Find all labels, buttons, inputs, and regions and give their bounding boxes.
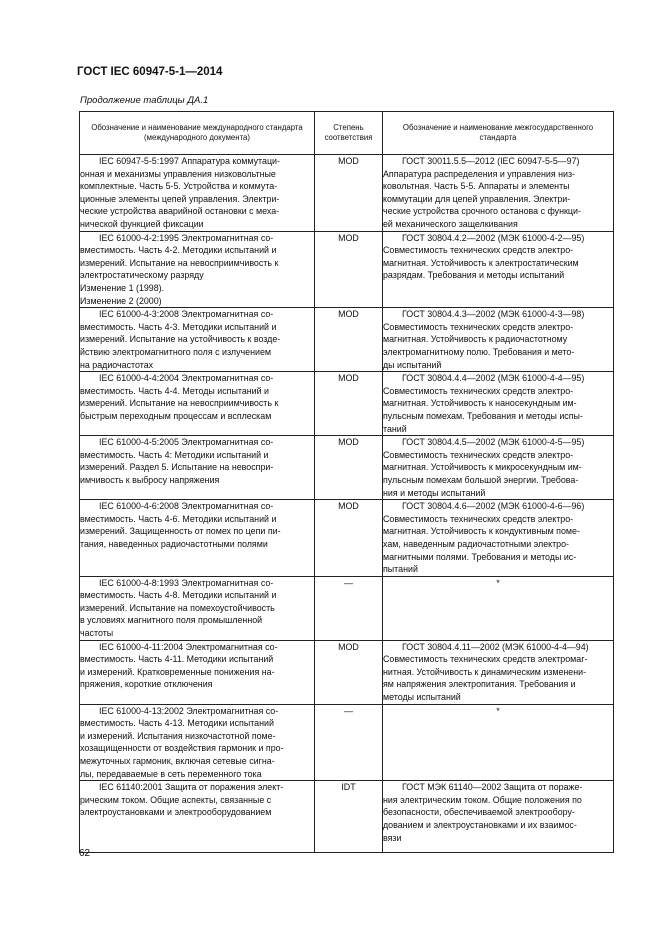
correspondence-degree-cell: MOD [315,436,383,500]
footnote-marker: * [496,577,500,588]
international-standard-cell [80,576,315,640]
international-standard-cell [80,704,315,781]
table-row [80,576,614,640]
table-row [80,308,614,372]
international-standard-line: IEC 61000-4-13:2002 Электромагнитная со- [99,705,279,716]
international-standard-cell [80,231,315,308]
national-standard-cell [383,231,614,308]
correspondence-degree-cell: MOD [315,155,383,232]
international-standard-cell [80,155,315,232]
national-standard-line: Аппаратура распределения и управления низ- [383,168,576,179]
national-standard-line: ния и методы испытаний [383,487,486,498]
international-standard-line: IEC 60947-5-5:1997 Аппаратура коммутаци- [99,156,280,166]
national-standard-line: Совместимость технических средств электро- [383,385,574,396]
correspondence-degree-cell: MOD [315,231,383,308]
correspondence-degree-cell: — [315,704,383,781]
international-standard-line: IEC 61000-4-3:2008 Электромагнитная со- [99,309,274,320]
international-standard-line: измерений. Испытание на устойчивость к возде- [80,334,281,345]
international-standard-line: вместимость. Часть 4-3. Методики испытаний и [80,321,277,332]
table-row [80,436,614,500]
international-standard-line: вместимость. Часть 4-11. Методики испытаний [80,654,274,665]
national-standard-line: пульсным помехам большой энергии. Требова- [383,474,579,485]
correspondence-degree-cell: MOD [315,372,383,436]
international-standard-line: пряжения, короткие отключения [80,679,213,690]
column-header-degree: Степень соответствия [315,112,383,155]
international-standard-cell [80,640,315,704]
national-standard-line: ГОСТ 30804.4.6—2002 (МЭК 61000-4-6—96) [402,501,585,512]
table-row [80,231,614,308]
national-standard-line: магнитная. Устойчивость к микросекундным им- [383,462,582,473]
international-standard-line: хозащищенности от воздействия гармоник и про- [80,743,284,754]
national-standard-line: Совместимость технических средств электро- [383,321,574,332]
international-standard-line: электроустановками и электрооборудованием [80,807,272,818]
international-standard-line: измерений. Раздел 5. Испытание на невоспри- [80,462,274,473]
national-standard-line: безопасности, обеспечиваемой электрообору- [383,807,575,818]
national-standard-line: ческие устройства срочного останова с функци- [383,206,581,217]
table-row [80,155,614,232]
table-caption: Продолжение таблицы ДА.1 [80,95,209,106]
national-standard-line: магнитная. Устойчивость к радиочастотному [383,334,568,345]
international-standard-line: Изменение 2 (2000) [80,295,162,306]
international-standard-line: измерений. Испытание на невосприимчивость к [80,398,279,409]
international-standard-line: IEC 61000-4-6:2008 Электромагнитная со- [99,501,274,512]
international-standard-line: вместимость. Часть 4-8. Методики испытаний и [80,590,277,601]
international-standard-line: йствию электромагнитного поля с излучением [80,346,271,357]
column-header-national: Обозначение и наименование межгосударственного стандарта [383,112,614,155]
national-standard-line: хам, наведенным радиочастотными электро- [383,538,570,549]
national-standard-line: магнитная. Устойчивость к электростатическим [383,257,579,268]
correspondence-degree-cell: MOD [315,500,383,577]
table-row [80,372,614,436]
national-standard-cell [383,640,614,704]
international-standard-line: вместимость. Часть 4: Методики испытаний и [80,449,269,460]
international-standard-line: нической функцией фиксации [80,218,204,229]
international-standard-line: ческие устройства аварийной остановки с меха- [80,206,280,217]
national-standard-line: пытаний [383,564,418,575]
column-header-international: Обозначение и наименование международного стандарта (международного документа) [80,112,315,155]
national-standard-line: ей механического защелкивания [383,218,518,229]
table-row [80,500,614,577]
international-standard-line: Изменение 1 (1998). [80,282,165,293]
national-standard-line: Совместимость технических средств электромаг- [383,654,588,665]
national-standard-cell [383,308,614,372]
international-standard-cell [80,372,315,436]
international-standard-line: в условиях магнитного поля промышленной [80,615,263,626]
national-standard-cell [383,436,614,500]
national-standard-line: магнитными полями. Требования и методы ис- [383,551,577,562]
national-standard-line: магнитная. Устойчивость к наносекундным им- [383,398,577,409]
national-standard-cell [383,500,614,577]
international-standard-cell [80,781,315,853]
table-row [80,640,614,704]
correspondence-degree-cell: MOD [315,308,383,372]
national-standard-line: пульсным помехам. Требования и методы испы- [383,410,583,421]
national-standard-line: коммутации для цепей управления. Электри- [383,193,571,204]
national-standard-cell [383,704,614,781]
international-standard-line: IEC 61000-4-5:2005 Электромагнитная со- [99,437,274,448]
national-standard-line: Совместимость технических средств электро- [383,513,574,524]
correspondence-degree-cell: — [315,576,383,640]
correspondence-table [79,111,614,853]
table-body [80,155,614,853]
national-standard-line: ГОСТ 30804.4.4—2002 (МЭК 61000-4-4—95) [402,373,585,384]
national-standard-line: таний [383,423,407,434]
international-standard-cell [80,308,315,372]
international-standard-line: имчивость к выбросу напряжения [80,474,220,485]
national-standard-line: методы испытаний [383,692,461,703]
international-standard-line: и измерений. Кратковременные понижения на- [80,666,275,677]
international-standard-line: ционные элементы цепей управления. Электри- [80,193,280,204]
national-standard-line: электромагнитному полю. Требования и мето- [383,346,575,357]
correspondence-degree-cell: IDT [315,781,383,853]
national-standard-cell [383,372,614,436]
international-standard-line: IEC 61000-4-2:1995 Электромагнитная со- [99,232,274,243]
international-standard-line: измерений. Испытание на помехоустойчивость [80,602,275,613]
international-standard-line: электростатическому разряду [80,270,204,281]
footnote-marker: * [496,705,500,716]
national-standard-line: ния электрическим током. Общие положения по [383,794,582,805]
national-standard-line: Совместимость технических средств электро- [383,245,574,256]
international-standard-line: измерений. Испытание на невосприимчивость к [80,257,279,268]
table-row [80,704,614,781]
national-standard-line: ям напряжения электропитания. Требования и [383,679,576,690]
international-standard-line: IEC 61000-4-11:2004 Электромагнитная со- [99,641,278,652]
international-standard-line: вместимость. Часть 4-6. Методики испытаний и [80,513,277,524]
national-standard-line: вязи [383,832,402,843]
national-standard-line: магнитная. Устойчивость к кондуктивным поме- [383,526,580,537]
national-standard-cell [383,576,614,640]
national-standard-line: ГОСТ 30804.4.11—2002 (МЭК 61000-4-4—94) [402,641,589,652]
international-standard-line: рическим током. Общие аспекты, связанные с [80,794,272,805]
international-standard-line: межуточных гармоник, включая сетевые сигна- [80,756,275,767]
page-number: 62 [79,848,91,859]
international-standard-line: комплектные. Часть 5-5. Устройства и коммута- [80,181,278,192]
national-standard-line: ГОСТ 30804.4.2—2002 (МЭК 61000-4-2—95) [402,232,585,243]
international-standard-line: на радиочастотах [80,359,154,370]
international-standard-line: вместимость. Часть 4-4. Методы испытаний и [80,385,269,396]
international-standard-cell [80,500,315,577]
international-standard-line: IEC 61000-4-4:2004 Электромагнитная со- [99,373,274,384]
national-standard-line: нитная. Устойчивость к динамическим изменени- [383,666,587,677]
international-standard-line: быстрым переходным процессам и всплескам [80,410,272,421]
national-standard-cell [383,155,614,232]
international-standard-line: IEC 61000-4-8:1993 Электромагнитная со- [99,577,274,588]
national-standard-line: ГОСТ 30011.5.5—2012 (IEC 60947-5-5—97) [402,156,580,166]
international-standard-line: онная и механизмы управления низковольтные [80,168,276,179]
international-standard-line: вместимость. Часть 4-13. Методики испытаний [80,718,274,729]
international-standard-line: вместимость. Часть 4-2. Методики испытаний и [80,245,277,256]
international-standard-line: частоты [80,628,114,639]
national-standard-line: дованием и электроустановками и их взаимос- [383,820,577,831]
national-standard-line: ГОСТ 30804.4.5—2002 (МЭК 61000-4-5—95) [402,437,585,448]
international-standard-line: лы, передаваемые в сеть переменного тока [80,768,262,779]
international-standard-cell [80,436,315,500]
correspondence-degree-cell: MOD [315,640,383,704]
international-standard-line: и измерений. Испытания низкочастотной поме- [80,730,276,741]
document-header: ГОСТ IEC 60947-5-1—2014 [77,66,223,78]
table-row [80,781,614,853]
international-standard-line: IEC 61140:2001 Защита от поражения элект- [99,782,284,793]
national-standard-line: ковольтная. Часть 5-5. Аппараты и элементы [383,181,570,192]
national-standard-line: ГОСТ 30804.4.3—2002 (МЭК 61000-4-3—98) [402,309,585,320]
international-standard-line: тания, наведенных радиочастотными полями [80,538,268,549]
national-standard-line: разрядам. Требования и методы испытаний [383,270,565,281]
national-standard-line: ГОСТ МЭК 61140—2002 Защита от пораже- [402,782,583,793]
international-standard-line: измерений. Защищенность от помех по цепи пи- [80,526,281,537]
national-standard-cell [383,781,614,853]
table-header-row [80,112,614,155]
national-standard-line: ды испытаний [383,359,442,370]
national-standard-line: Совместимость технических средств электро- [383,449,574,460]
